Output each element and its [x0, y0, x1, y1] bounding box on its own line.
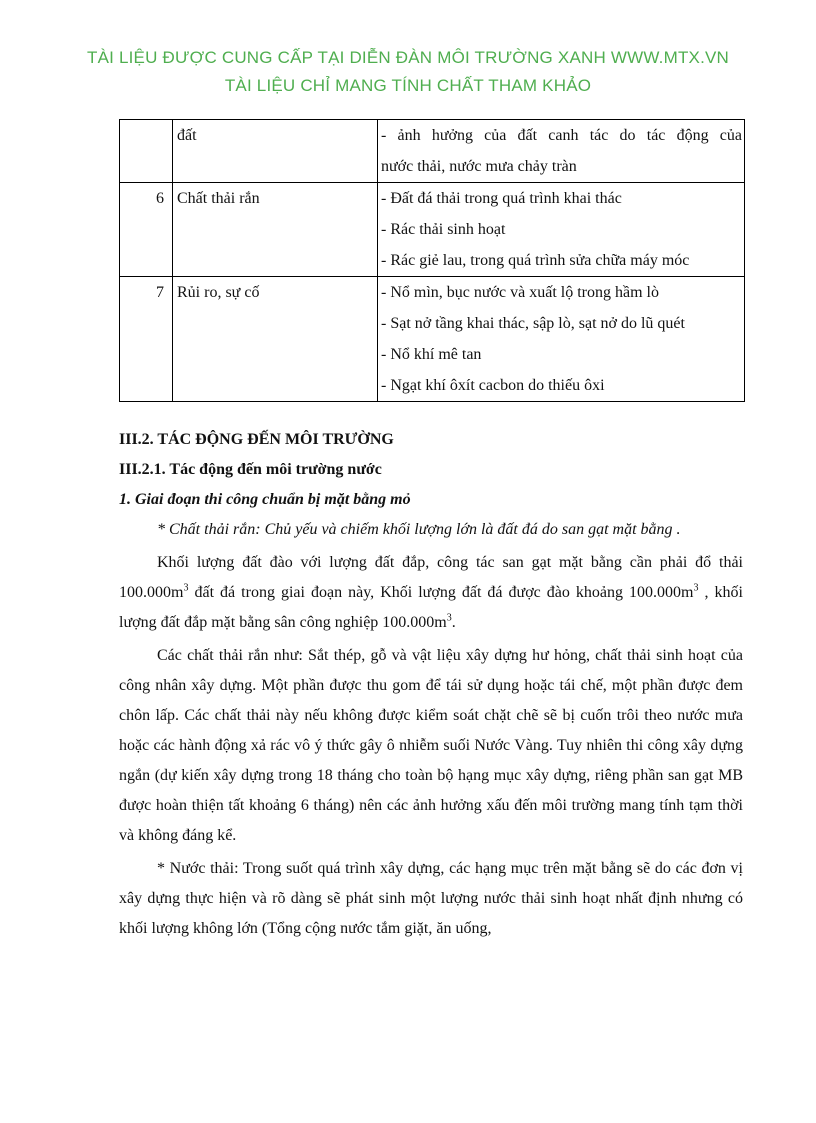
desc-line: - Nổ mìn, bục nước và xuất lộ trong hầm lò — [381, 284, 659, 301]
superscript: 3 — [183, 582, 189, 594]
table-row — [120, 183, 745, 277]
row-name-text: đất — [177, 127, 197, 144]
stage-heading: 1. Giai đoạn thi công chuẩn bị mặt bằng mỏ — [119, 491, 411, 508]
row-name — [173, 183, 378, 277]
row-number — [120, 120, 173, 183]
row-number — [120, 277, 173, 402]
row-name-text: Rủi ro, sự cố — [177, 284, 260, 301]
row-description — [378, 277, 745, 402]
desc-line: nước thải, nước mưa chảy tràn — [381, 158, 577, 175]
desc-line: - Đất đá thải trong quá trình khai thác — [381, 190, 622, 207]
superscript: 3 — [693, 582, 699, 594]
section-heading: III.2. TÁC ĐỘNG ĐẾN MÔI TRƯỜNG — [119, 431, 394, 448]
table-row — [120, 277, 745, 402]
text-span: Khối lượng đất đào với lượng đất đắp, công tác san gạt mặt bằng cần phải đổ thải 100.000m — [119, 554, 743, 601]
body-section — [119, 425, 743, 944]
row-name-text: Chất thải rắn — [177, 190, 260, 207]
row-name — [173, 277, 378, 402]
row-description — [378, 183, 745, 277]
desc-line: - Rác thải sinh hoạt — [381, 221, 506, 238]
row-name — [173, 120, 378, 183]
row-description — [378, 120, 745, 183]
row-number-text: 7 — [156, 284, 164, 301]
desc-line: - Ngạt khí ôxít cacbon do thiếu ôxi — [381, 377, 605, 394]
paragraph-solid-waste-detail: Các chất thải rắn như: Sắt thép, gỗ và vật liệu xây dựng hư hỏng, chất thải sinh hoạt của công nhân xây dựng. Một phần được thu gom để tái sử dụng hoặc tái chế, một phần được đem chôn lấp. Các chất thải này nếu không được kiểm soát chặt chẽ sẽ bị cuốn trôi theo nước mưa hoặc các hành động xả rác vô ý thức gây ô nhiễm suối Nước Vàng. Tuy nhiên thi công xây dựng ngắn (dự kiến xây dựng trong 18 tháng cho toàn bộ hạng mục xây dựng, riêng phần san gạt MB được hoàn thiện tất khoảng 6 tháng) nên các ảnh hưởng xấu đến môi trường mang tính tạm thời và không đáng kể. — [119, 647, 743, 844]
desc-line: - ảnh hưởng của đất canh tác do tác động của — [381, 127, 742, 144]
text-span: . — [451, 614, 456, 631]
table-row — [120, 120, 745, 183]
paragraph-volume — [119, 548, 743, 638]
row-number — [120, 183, 173, 277]
desc-line: - Rác giẻ lau, trong quá trình sửa chữa máy móc — [381, 252, 690, 269]
watermark-line-2: TÀI LIỆU CHỈ MANG TÍNH CHẤT THAM KHẢO — [224, 76, 592, 95]
desc-line: - Nổ khí mê tan — [381, 346, 482, 363]
paragraph-solid-waste: * Chất thải rắn: Chủ yếu và chiếm khối lượng lớn là đất đá do san gạt mặt bằng . — [157, 521, 681, 538]
subsection-heading: III.2.1. Tác động đến môi trường nước — [119, 461, 382, 478]
row-number-text: 6 — [156, 190, 164, 207]
text-span: , khối lượng đất đắp mặt bằng sân công nghiệp 100.000m — [119, 584, 743, 631]
text-span: đất đá trong giai đoạn này, Khối lượng đất đá được đào khoảng 100.000m — [188, 584, 694, 601]
desc-line: - Sạt nở tầng khai thác, sập lò, sạt nở do lũ quét — [381, 315, 685, 332]
watermark-line-1: TÀI LIỆU ĐƯỢC CUNG CẤP TẠI DIỄN ĐÀN MÔI TRƯỜNG XANH WWW.MTX.VN — [86, 48, 730, 67]
paragraph-wastewater: * Nước thải: Trong suốt quá trình xây dựng, các hạng mục trên mặt bằng sẽ do các đơn vị xây dựng thực hiện và rõ dàng sẽ phát sinh một lượng nước thải sinh hoạt nhất định nhưng có khối lượng không lớn (Tổng cộng nước tắm giặt, ăn uống, — [119, 860, 743, 937]
impact-table — [119, 119, 745, 402]
superscript: 3 — [446, 612, 452, 624]
